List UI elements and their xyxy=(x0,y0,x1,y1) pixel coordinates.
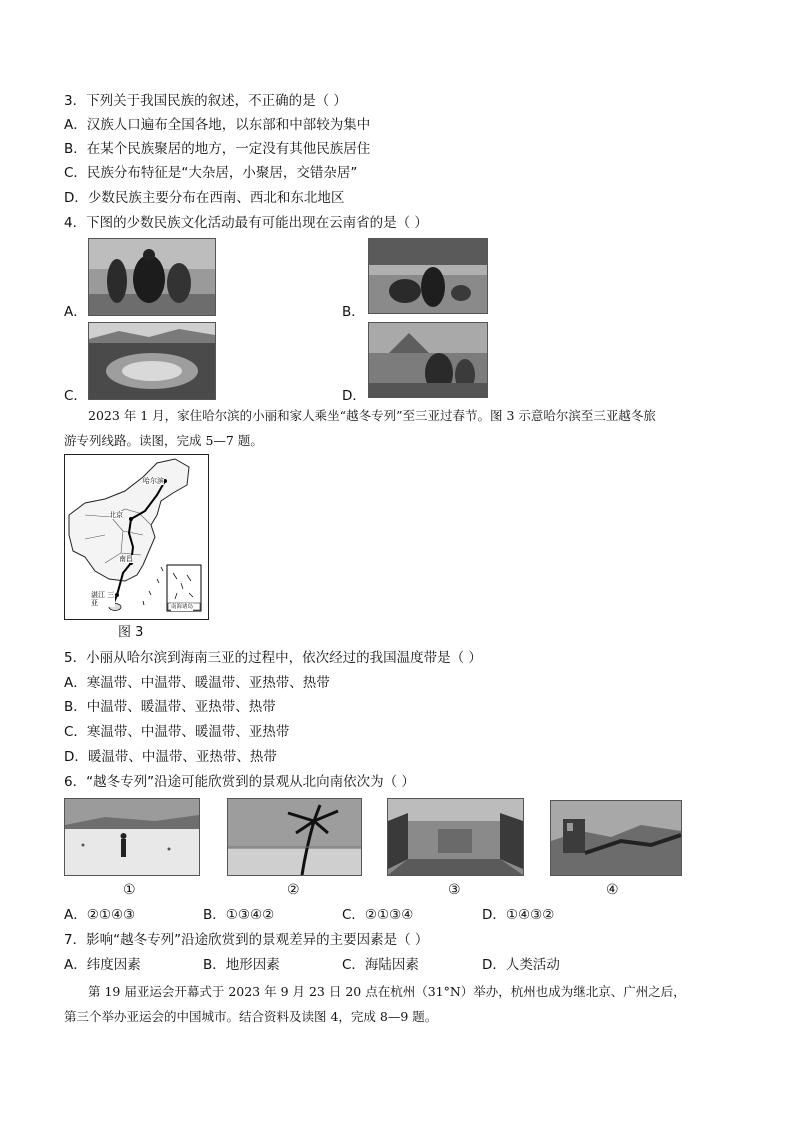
q7-stem: 7．影响“越冬专列”沿途欣赏到的景观差异的主要因素是（ ） xyxy=(64,932,429,948)
q6-option-a: A．②①④③ xyxy=(64,907,136,923)
q3-option-c: C．民族分布特征是“大杂居，小聚居，交错杂居” xyxy=(64,165,358,181)
q5-option-b: B．中温带、暖温带、亚热带、热带 xyxy=(64,699,276,715)
q4-photo-d-ritual xyxy=(368,322,488,398)
passage1-line1: 2023 年 1 月，家住哈尔滨的小丽和家人乘坐“越冬专列”至三亚过春节。图 3 示意哈尔滨至三亚越冬旅 xyxy=(88,408,656,423)
q6-number-3: ③ xyxy=(448,882,461,898)
q4-photo-a-dancers xyxy=(88,238,216,316)
passage1-line2: 游专列线路。读图，完成 5—7 题。 xyxy=(64,433,263,448)
q4-label-c: C． xyxy=(64,388,87,404)
q6-photo-1-ski-slope xyxy=(64,798,200,876)
q6-photo-2-palm-beach xyxy=(227,798,362,876)
q7-option-b: B．地形因素 xyxy=(203,957,280,973)
passage2-line1: 第 19 届亚运会开幕式于 2023 年 9 月 23 日 20 点在杭州（31°N）举办，杭州也成为继北京、广州之后， xyxy=(88,984,686,999)
q6-photo-4-great-wall xyxy=(550,800,682,876)
q6-option-b: B．①③④② xyxy=(203,907,275,923)
q3-option-a: A．汉族人口遍布全国各地，以东部和中部较为集中 xyxy=(64,117,371,133)
passage2-line2: 第三个举办亚运会的中国城市。结合资料及读图 4，完成 8—9 题。 xyxy=(64,1009,438,1024)
map-caption: 图 3 xyxy=(118,625,144,640)
q3-option-b: B．在某个民族聚居的地方，一定没有其他民族居住 xyxy=(64,141,371,157)
q4-label-a: A． xyxy=(64,304,87,320)
q4-label-b: B． xyxy=(342,304,365,320)
q4-label-d: D． xyxy=(342,388,366,404)
q5-option-d: D．暖温带、中温带、亚热带、热带 xyxy=(64,749,277,765)
q6-option-c: C．②①③④ xyxy=(342,907,414,923)
q5-option-c: C．寒温带、中温带、暖温带、亚热带 xyxy=(64,724,290,740)
map-label-zhanjiang-sanya: 湛江 三亚 xyxy=(91,591,115,607)
map-label-beijing: 北京 xyxy=(109,511,123,519)
map-label-inset: 南海诸岛 xyxy=(171,604,194,610)
q6-number-4: ④ xyxy=(606,882,619,898)
q7-option-a: A．纬度因素 xyxy=(64,957,141,973)
q6-number-1: ① xyxy=(123,882,136,898)
q4-photo-c-crowd-festival xyxy=(88,322,216,400)
q3-stem: 3．下列关于我国民族的叙述，不正确的是（ ） xyxy=(64,93,347,109)
q4-stem: 4．下图的少数民族文化活动最有可能出现在云南省的是（ ） xyxy=(64,215,428,231)
q7-option-c: C．海陆因素 xyxy=(342,957,419,973)
q6-stem: 6．“越冬专列”沿途可能欣赏到的景观从北向南依次为（ ） xyxy=(64,774,415,790)
q3-option-d: D．少数民族主要分布在西南、西北和东北地区 xyxy=(64,190,345,206)
q6-number-2: ② xyxy=(287,882,300,898)
q7-option-d: D．人类活动 xyxy=(482,957,560,973)
q6-option-d: D．①④③② xyxy=(482,907,555,923)
q5-stem: 5．小丽从哈尔滨到海南三亚的过程中，依次经过的我国温度带是（ ） xyxy=(64,650,482,666)
q5-option-a: A．寒温带、中温带、暖温带、亚热带、热带 xyxy=(64,675,330,691)
map-label-nanchang: 南昌 xyxy=(119,555,133,563)
map-label-harbin: 哈尔滨 xyxy=(143,477,164,485)
q6-photo-3-water-town xyxy=(387,798,524,876)
route-map-figure3 xyxy=(64,454,209,620)
q4-photo-b-horse-riders xyxy=(368,238,488,314)
